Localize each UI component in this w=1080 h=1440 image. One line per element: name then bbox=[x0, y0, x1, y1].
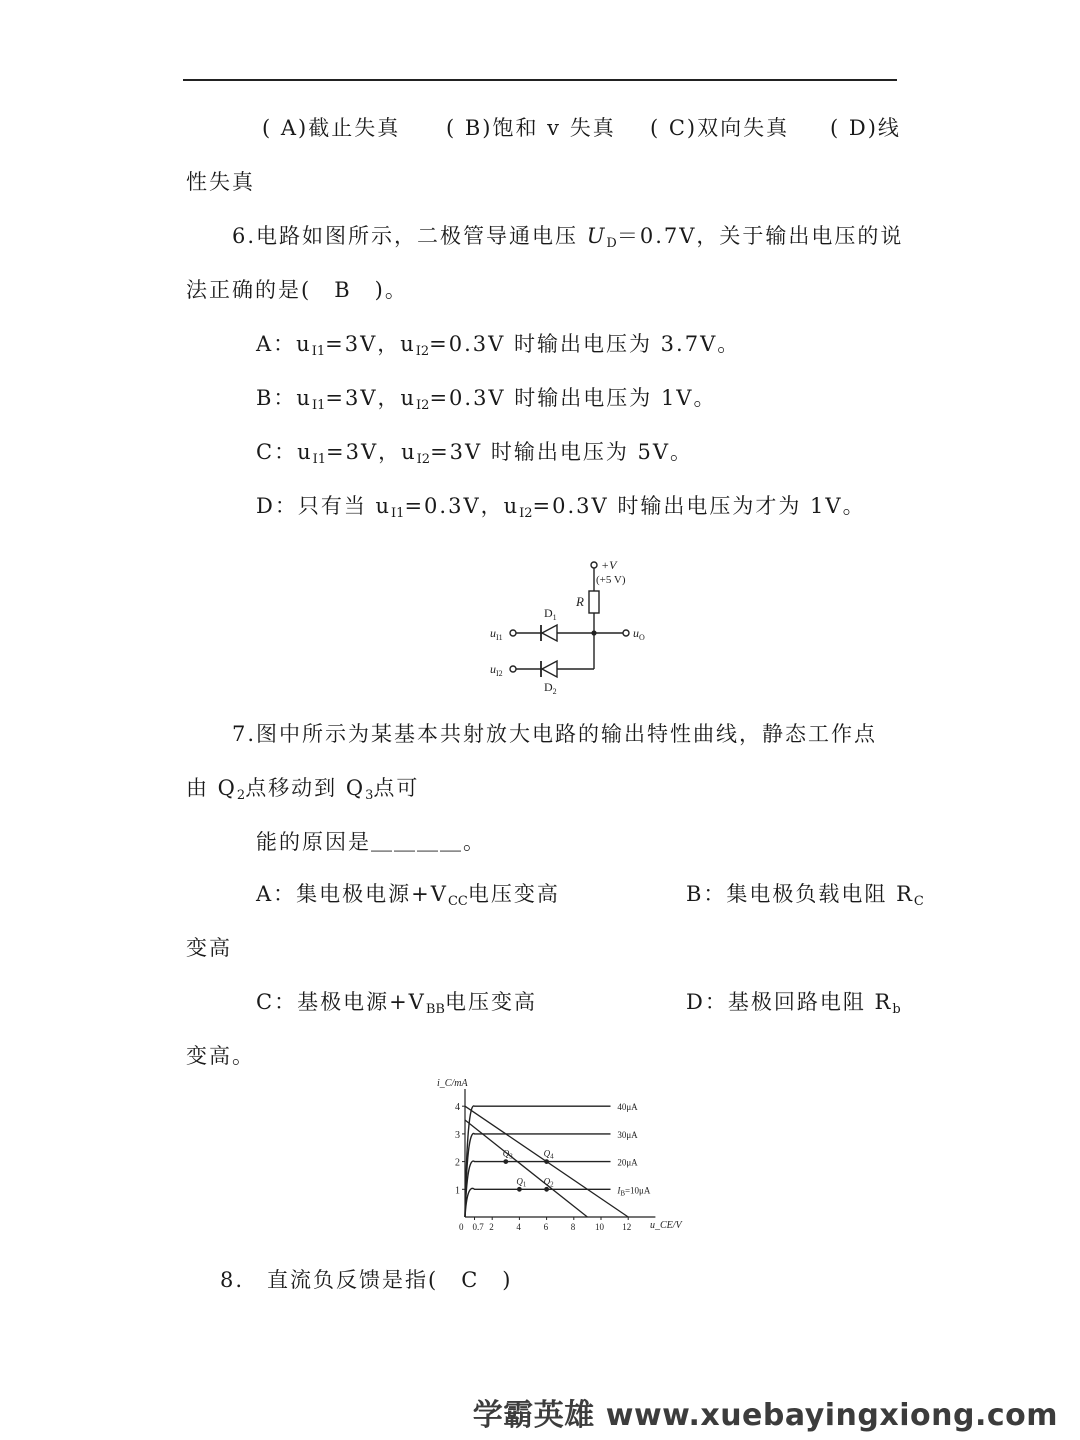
q7-option-d-cont: 变高。 bbox=[186, 1044, 255, 1068]
input1-terminal bbox=[510, 630, 516, 636]
top-rule bbox=[183, 79, 897, 81]
q-point-label-3: $Q_3$ bbox=[502, 1148, 513, 1161]
ib-curve-label-3: 30μA bbox=[617, 1129, 638, 1140]
supply-value-label: (+5 V) bbox=[596, 574, 626, 586]
q7-option-b-cont: 变高 bbox=[186, 936, 232, 960]
q7-option-b: B：集电极负载电阻 $R_C$ bbox=[686, 882, 924, 909]
ib-curve-1 bbox=[465, 1188, 611, 1217]
y-axis-label: i_C/mA bbox=[437, 1078, 468, 1089]
resistor-label: R bbox=[576, 594, 584, 609]
ib-curve-label-1: $I_B=10\mu A$ bbox=[617, 1185, 651, 1198]
q7-option-a: A：集电极电源$+V_{CC}$电压变高 bbox=[256, 882, 560, 909]
x-tick-label: 12 bbox=[622, 1222, 632, 1232]
output-label: $u_O$ bbox=[633, 626, 645, 642]
diode-d1 bbox=[541, 625, 557, 641]
supply-terminal bbox=[591, 562, 597, 568]
x-tick-label: 2 bbox=[489, 1222, 494, 1232]
q6-stem-line2: 法正确的是( B )。 bbox=[186, 278, 408, 302]
q-point-3 bbox=[503, 1159, 508, 1164]
q5-option-d-cont: 性失真 bbox=[186, 170, 255, 194]
input2-label: $u_{I2}$ bbox=[490, 662, 503, 678]
q-point-2 bbox=[544, 1187, 549, 1192]
x-tick-label: 8 bbox=[570, 1222, 576, 1232]
q-point-1 bbox=[517, 1187, 522, 1192]
q-point-label-1: $Q_1$ bbox=[516, 1176, 527, 1189]
diode-d2 bbox=[541, 661, 557, 677]
d2-label: $D_2$ bbox=[544, 680, 557, 696]
d1-label: $D_1$ bbox=[544, 606, 557, 622]
q7-stem-line3: 能的原因是＿＿＿＿。 bbox=[256, 830, 486, 854]
q5-option-d: ( D)线 bbox=[830, 116, 901, 140]
q-point-label-4: $Q_4$ bbox=[543, 1148, 554, 1161]
q8-stem: 8. 直流负反馈是指( C ) bbox=[220, 1268, 513, 1292]
q7-stem-line2: 由 $Q_2$点移动到 $Q_3$点可 bbox=[186, 776, 420, 803]
x-tick-label: 0.7 bbox=[472, 1222, 484, 1232]
q6-option-d: D：只有当 $u_{I1}=0.3V$，$u_{I2}=0.3V$ 时输出电压为才为 1V。 bbox=[256, 494, 866, 521]
resistor-r bbox=[589, 591, 599, 613]
q-point-label-2: $Q_2$ bbox=[543, 1176, 554, 1189]
q7-stem-line1: 7.图中所示为某基本共射放大电路的输出特性曲线，静态工作点 bbox=[232, 722, 878, 746]
q5-option-b: ( B)饱和 v 失真 bbox=[446, 116, 616, 140]
ib-curve-label-2: 20μA bbox=[617, 1157, 638, 1168]
q6-stem-line1: 6.电路如图所示，二极管导通电压 $U_D=0.7V$，关于输出电压的说 bbox=[232, 224, 904, 251]
input2-terminal bbox=[510, 666, 516, 672]
y-tick-label: 2 bbox=[455, 1157, 460, 1169]
output-characteristics-chart bbox=[425, 1075, 685, 1235]
watermark: 学霸英雄 www.xuebayingxiong.com bbox=[472, 1398, 1058, 1433]
x-tick-label: 6 bbox=[543, 1222, 549, 1232]
x-tick-label: 4 bbox=[516, 1222, 521, 1232]
y-tick-label: 1 bbox=[455, 1185, 460, 1197]
diode-circuit-diagram bbox=[485, 555, 665, 700]
ib-curve-3 bbox=[465, 1134, 611, 1217]
output-terminal bbox=[623, 630, 629, 636]
q7-option-d: D：基极回路电阻 $R_b$ bbox=[686, 990, 901, 1017]
x-tick-label: 0 bbox=[459, 1222, 464, 1232]
q5-option-a: ( A)截止失真 bbox=[262, 116, 401, 140]
x-axis-label: u_CE/V bbox=[650, 1220, 682, 1231]
q-point-4 bbox=[544, 1159, 549, 1164]
y-tick-label: 3 bbox=[455, 1129, 460, 1141]
ib-curve-label-4: 40μA bbox=[617, 1102, 638, 1113]
q6-option-c: C：$u_{I1}=3V$，$u_{I2}=3V$ 时输出电压为 5V。 bbox=[256, 440, 694, 467]
x-tick-label: 10 bbox=[595, 1222, 604, 1232]
q5-option-c: ( C)双向失真 bbox=[650, 116, 790, 140]
y-tick-label: 4 bbox=[455, 1102, 460, 1114]
q7-option-c: C：基极电源$+V_{BB}$电压变高 bbox=[256, 990, 537, 1017]
supply-label: +V bbox=[601, 558, 617, 572]
input1-label: $u_{I1}$ bbox=[490, 626, 503, 642]
q6-option-a: A：$u_{I1}=3V$，$u_{I2}=0.3V$ 时输出电压为 3.7V。 bbox=[256, 332, 741, 359]
q6-option-b: B：$u_{I1}=3V$，$u_{I2}=0.3V$ 时输出电压为 1V。 bbox=[256, 386, 717, 413]
